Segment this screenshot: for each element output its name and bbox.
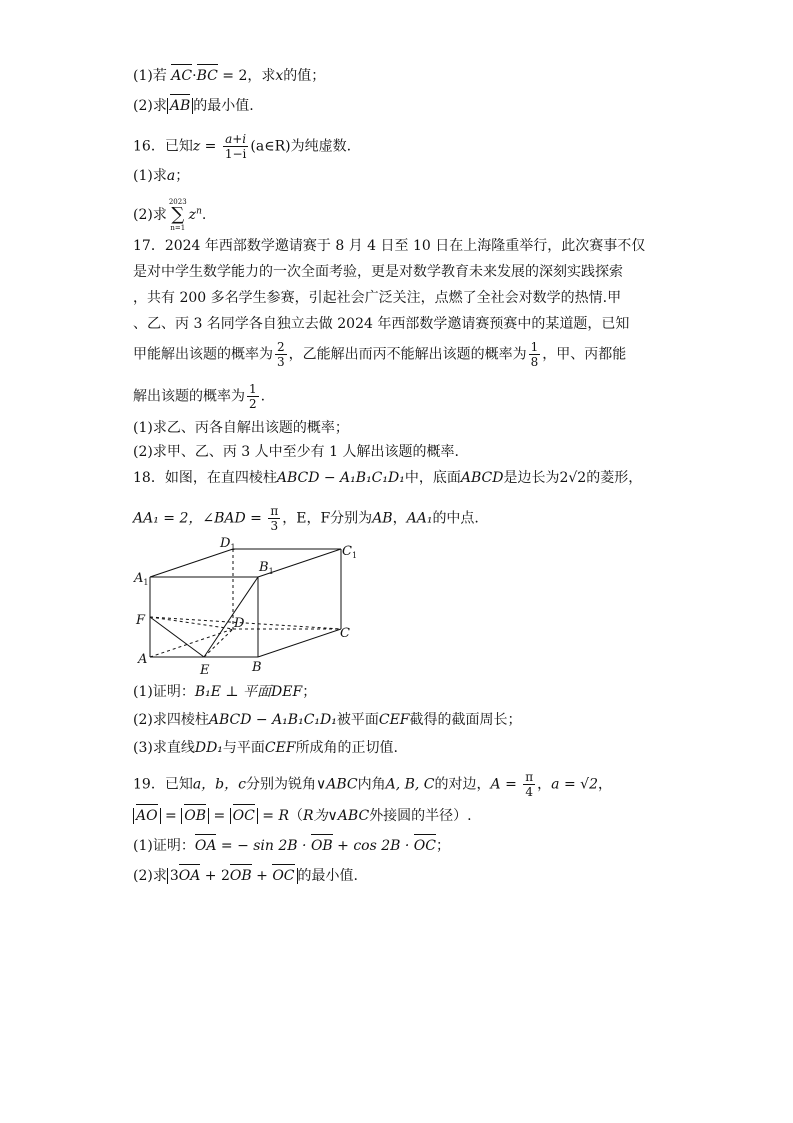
q15-p1-rest: = 2，求: [217, 68, 276, 84]
prism-name: ABCD − A₁B₁C₁D₁: [208, 712, 337, 728]
vector-ob: OB: [184, 808, 206, 824]
q17-l5a: 甲能解出该题的概率为: [133, 346, 273, 363]
seg-f-c: [150, 617, 341, 629]
q15-p1-end: 的值；: [283, 68, 326, 84]
q19-l1g: 的对边，: [434, 776, 491, 793]
summation: [169, 198, 187, 232]
q16-lead: 16．已知: [133, 138, 193, 155]
vector-oc: OC: [413, 838, 436, 854]
q18-l2c: ，: [392, 510, 407, 527]
q17-line3: ，共有 200 多名学生参赛，引起社会广泛关注，点燃了全社会对数学的热情.甲: [133, 290, 622, 306]
label-d: D: [234, 616, 245, 631]
frac-1-8: [529, 340, 541, 369]
frac-num: π: [270, 504, 279, 518]
q18-l1a: 18．如图，在直四棱柱: [133, 470, 277, 486]
q17-line1: 17．2024 年西部数学邀请赛于 8 月 4 日至 10 日在上海隆重举行，此次赛事不仅: [133, 238, 646, 254]
q19-l1j: a = √2: [551, 776, 598, 793]
seg-ab: AB: [372, 510, 393, 527]
q17-l6b: .: [260, 388, 266, 405]
q18-part1: [133, 682, 316, 702]
q18-line1: [133, 468, 642, 488]
line-dd1: DD₁: [194, 740, 223, 756]
q17-line2: 是对中学生数学能力的一次全面考验，更是对数学教育未来发展的深刻实践探索: [133, 264, 623, 280]
sum-upper: 2023: [168, 198, 187, 206]
coef-3: 3: [169, 868, 179, 884]
q19-l2c: R为∨ABC: [303, 808, 370, 824]
label-a: A: [138, 652, 148, 667]
q16-stem: [133, 132, 351, 161]
q19-line2: [133, 806, 472, 826]
dot-op: ·: [192, 68, 197, 84]
frac-den: 4: [525, 785, 534, 799]
q18-p2a: (2)求四棱柱: [133, 712, 209, 728]
q17-part2: (2)求甲、乙、丙 3 人中至少有 1 人解出该题的概率.: [133, 444, 459, 460]
q19-l1h: A =: [490, 776, 522, 793]
sum-term: z: [188, 207, 197, 223]
q19-l1k: ，: [597, 776, 612, 793]
seg-e-d: [204, 629, 233, 657]
eq2: =: [209, 808, 230, 824]
seg-f-d: [150, 617, 233, 629]
base-name: ABCD: [460, 470, 504, 486]
var-x: x: [275, 68, 284, 84]
var-z: z: [192, 138, 201, 155]
q15-part1: [133, 66, 325, 86]
prism-name: ABCD − A₁B₁C₁D₁: [276, 470, 405, 486]
q17-l5c: ，甲、丙都能: [542, 346, 627, 363]
seg-f-e: [150, 617, 204, 657]
frac-den: 8: [530, 355, 539, 369]
q18-p2c: 被平面: [336, 712, 379, 728]
q15-p2-end: 的最小值.: [193, 98, 254, 114]
q19-p1a: (1)证明：: [133, 838, 195, 854]
q16-tail: 为纯虚数.: [290, 138, 352, 155]
plane-def: DEF: [271, 684, 303, 700]
q16-p2: (2)求: [133, 207, 167, 223]
q16-p2-end: .: [201, 207, 207, 223]
label-f: F: [136, 613, 146, 628]
frac-den: 3: [277, 355, 285, 369]
q19-l1e: 内角: [357, 776, 386, 793]
frac-num: 2: [277, 340, 285, 354]
label-c1: $C_1$: [342, 544, 358, 560]
q18-l2b: ，E，F分别为: [282, 510, 373, 527]
edge-b-c: [258, 629, 341, 657]
q19-sides: a，b，c: [192, 776, 246, 793]
q17-part1: (1)求乙、丙各自解出该题的概率；: [133, 420, 349, 436]
frac-num: 1: [530, 340, 539, 354]
q18-l1c: 是边长为: [503, 470, 560, 486]
q17-line6: [133, 382, 265, 411]
eq3: = R: [257, 808, 290, 824]
vector-ac: AC: [171, 68, 193, 84]
vector-ob: OB: [310, 838, 333, 854]
q18-p3c: 与平面: [222, 740, 265, 756]
q18-part2: [133, 710, 522, 730]
q16-p1: (1)求: [133, 168, 167, 184]
q16-cond: (a∈R): [250, 138, 291, 155]
q17-l5b: ，乙能解出而丙不能解出该题的概率为: [288, 346, 527, 363]
vector-ab: AB: [169, 98, 191, 114]
label-b1: $B_1$: [259, 560, 274, 576]
q17-line4: 、乙、丙 3 名同学各自独立去做 2024 年西部数学邀请赛预赛中的某道题，已知: [133, 316, 630, 332]
q19-l1i: ，: [537, 776, 552, 793]
q19-angles: A, B, C: [385, 776, 435, 793]
q15-part2: [133, 96, 254, 116]
vector-oc: OC: [232, 808, 255, 824]
q19-p1d: ；: [436, 838, 450, 854]
vector-ao: AO: [136, 808, 158, 824]
label-a1: $A_1$: [134, 571, 149, 587]
seg-b1-e: [204, 577, 258, 657]
sum-sigma: ∑: [171, 204, 185, 225]
plane-cef: CEF: [264, 740, 296, 756]
q18-l1b: 中，底面: [404, 470, 461, 486]
q19-l1c: 分别为锐角: [245, 776, 316, 793]
q19-part2: [133, 866, 358, 886]
q18-p3e: 所成角的正切值.: [295, 740, 399, 756]
sum-lower: n=1: [170, 224, 186, 232]
q19-p1c: + cos 2B ·: [332, 838, 414, 854]
frac-den: 2: [249, 397, 257, 411]
label-e: E: [200, 663, 210, 678]
q19-p2a: (2)求: [133, 868, 167, 884]
sum-exponent: n: [196, 206, 202, 217]
vector-oa: OA: [194, 838, 217, 854]
frac-1-2: [247, 382, 259, 411]
q18-p3a: (3)求直线: [133, 740, 195, 756]
frac-pi-4: [523, 770, 535, 799]
side-length: 2√2: [559, 470, 587, 486]
vector-bc: BC: [196, 68, 218, 84]
edge-a1-d1: [150, 549, 233, 577]
q18-l2d: 的中点.: [432, 510, 479, 527]
q18-p1a: (1)证明：: [133, 684, 195, 700]
q19-l2d: 外接圆的半径）.: [369, 808, 472, 824]
vector-ob: OB: [229, 868, 252, 884]
label-c: C: [340, 626, 350, 641]
plane-cef: CEF: [378, 712, 410, 728]
q19-p1b: = − sin 2B ·: [216, 838, 311, 854]
label-d1: $D_1$: [220, 536, 236, 552]
var-a: a: [166, 168, 176, 184]
plus: +: [251, 868, 273, 884]
q16-part2: [133, 198, 206, 232]
q18-l1d: 的菱形，: [586, 470, 643, 486]
coef-2: + 2: [200, 868, 230, 884]
eq1: =: [160, 808, 182, 824]
q18-p2e: 截得的截面周长；: [409, 712, 522, 728]
q19-part1: [133, 836, 450, 856]
q16-part1: [133, 166, 189, 186]
q18-part3: [133, 738, 398, 758]
q19-line1: [133, 770, 612, 799]
q18-l2a: AA₁ = 2，∠BAD =: [133, 510, 267, 527]
vector-oa: OA: [178, 868, 201, 884]
q16-p1-end: ；: [175, 168, 190, 184]
q18-line2: [133, 504, 479, 533]
triangle-abc: ∨ABC: [315, 776, 358, 793]
eq-sign: =: [200, 138, 221, 155]
frac-num: 1: [249, 382, 257, 396]
q19-l2b: （: [289, 808, 304, 824]
q17-l6a: 解出该题的概率为: [133, 388, 245, 405]
q17-line5: [133, 340, 626, 369]
seg-aa1: AA₁: [406, 510, 433, 527]
vector-oc: OC: [272, 868, 295, 884]
q18-p1b: B₁E ⊥ 平面: [194, 684, 272, 700]
q18-p1d: ；: [302, 684, 317, 700]
q16-fraction: [223, 132, 249, 161]
frac-num: π: [525, 770, 534, 784]
label-b: B: [252, 660, 262, 675]
frac-den: 1−i: [224, 147, 247, 161]
q15-p2-prefix: (2)求: [133, 98, 167, 114]
q19-l1a: 19．已知: [133, 776, 193, 793]
q15-p1-prefix: (1)若: [133, 68, 167, 84]
prism-figure: [130, 534, 370, 680]
q19-p2e: 的最小值.: [297, 868, 358, 884]
frac-2-3: [275, 340, 287, 369]
frac-den: 3: [270, 519, 279, 533]
frac-num: a+i: [225, 132, 247, 146]
frac-pi-3: [268, 504, 280, 533]
